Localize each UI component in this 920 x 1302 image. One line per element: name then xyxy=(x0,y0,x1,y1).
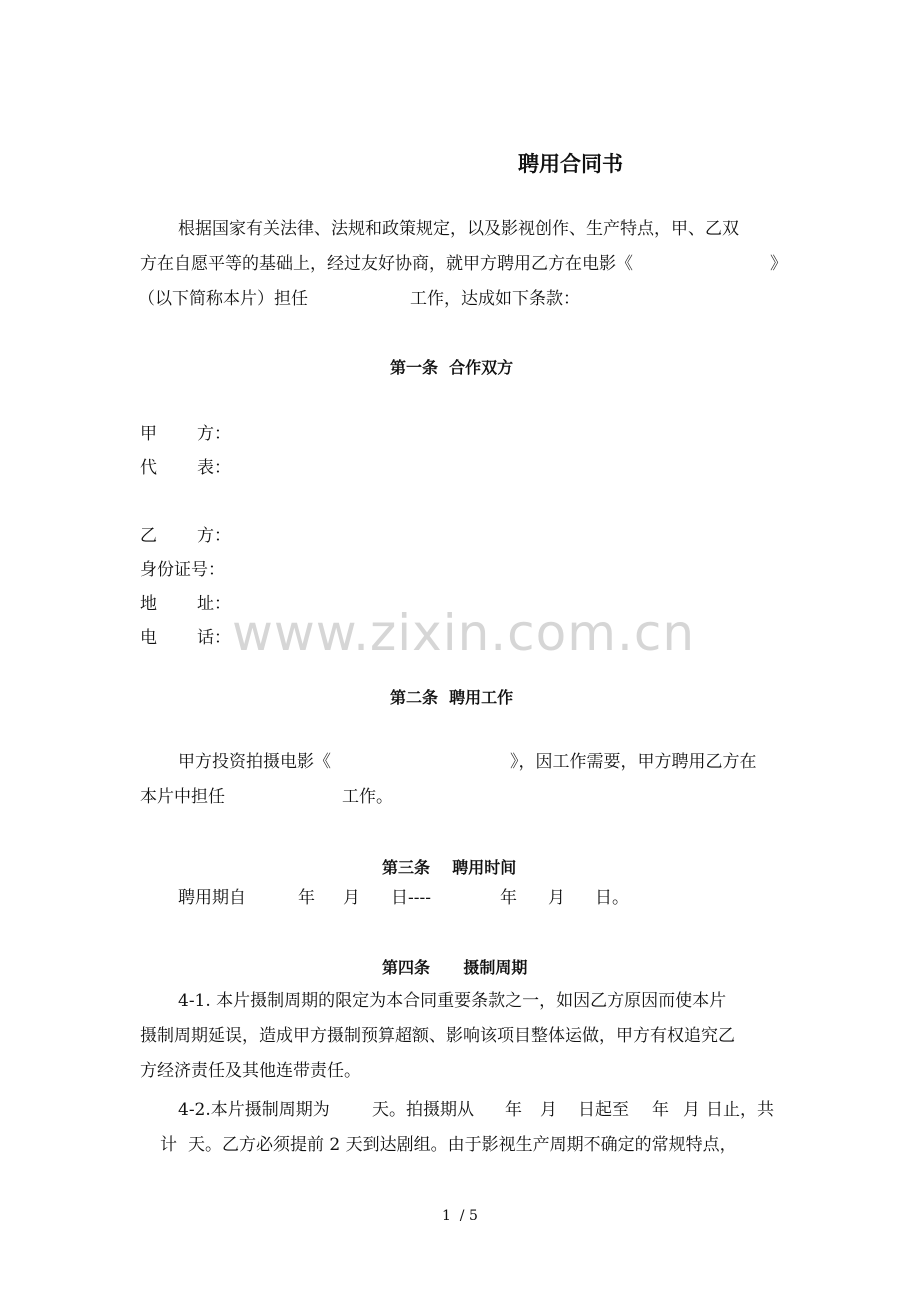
article-4-p2-month-2: 月 xyxy=(683,1100,700,1120)
intro-line-2-close: 》 xyxy=(770,254,787,274)
intro-line-3: （以下简称本片）担任 xyxy=(138,289,308,309)
article-3-heading: 第三条 聘用时间 xyxy=(382,858,517,877)
article-4-p2-year-1: 年 xyxy=(505,1100,522,1120)
article-4-p1-line-2: 摄制周期延误，造成甲方摄制预算超额、影响该项目整体运做，甲方有权追究乙 xyxy=(140,1026,735,1046)
period-prefix: 聘用期自 xyxy=(178,888,246,908)
article-4-p1-line-3: 方经济责任及其他连带责任。 xyxy=(140,1061,361,1081)
period-day-1: 日---- xyxy=(391,888,431,908)
intro-line-3-tail: 工作，达成如下条款： xyxy=(410,289,580,309)
page-number: 1 / 5 xyxy=(442,1208,478,1224)
address-label: 地 xyxy=(140,594,157,614)
intro-line-1: 根据国家有关法律、法规和政策规定，以及影视创作、生产特点，甲、乙双 xyxy=(178,219,739,239)
id-number-label: 身份证号： xyxy=(140,560,225,580)
article-4-p2-prefix: 4-2.本片摄制周期为 xyxy=(178,1100,330,1120)
article-4-p2-line-2: 天。乙方必须提前 2 天到达剧组。由于影视生产周期不确定的常规特点， xyxy=(188,1135,737,1155)
period-month-1: 月 xyxy=(343,888,360,908)
article-4-p1-line-1: 4-1. 本片摄制周期的限定为本合同重要条款之一，如因乙方原因而使本片 xyxy=(178,991,727,1011)
representative-label: 代 xyxy=(140,458,157,478)
article-4-p2-to: 日止，共 xyxy=(706,1100,774,1120)
intro-line-2: 方在自愿平等的基础上，经过友好协商，就甲方聘用乙方在电影《 xyxy=(140,254,633,274)
article-2-line-1-tail: 》，因工作需要，甲方聘用乙方在 xyxy=(510,752,757,772)
article-1-heading: 第一条 合作双方 xyxy=(390,358,514,377)
article-4-heading: 第四条 摄制周期 xyxy=(382,958,528,977)
period-year-2: 年 xyxy=(500,888,517,908)
article-4-p2-year-2: 年 xyxy=(652,1100,669,1120)
article-2-line-2-tail: 工作。 xyxy=(342,787,393,807)
article-2-line-2: 本片中担任 xyxy=(140,787,225,807)
period-day-2: 日。 xyxy=(595,888,629,908)
party-b-label: 乙 xyxy=(140,526,157,546)
period-year-1: 年 xyxy=(298,888,315,908)
party-b-colon: 方： xyxy=(197,526,231,546)
address-colon: 址： xyxy=(197,594,231,614)
article-4-p2-month-1: 月 xyxy=(540,1100,557,1120)
party-a-colon: 方： xyxy=(197,424,231,444)
phone-label: 电 xyxy=(140,628,157,648)
article-4-p2-from: 日起至 xyxy=(578,1100,629,1120)
phone-colon: 话： xyxy=(197,628,231,648)
article-2-heading: 第二条 聘用工作 xyxy=(390,688,514,707)
document-title: 聘用合同书 xyxy=(518,152,623,176)
watermark: www.zixin.com.cn xyxy=(232,604,696,662)
period-month-2: 月 xyxy=(548,888,565,908)
representative-colon: 表： xyxy=(197,458,231,478)
party-a-label: 甲 xyxy=(140,424,157,444)
article-4-p2-line-2-prefix: 计 xyxy=(160,1135,177,1155)
article-2-line-1: 甲方投资拍摄电影《 xyxy=(178,752,331,772)
article-4-p2-days: 天。拍摄期从 xyxy=(372,1100,474,1120)
